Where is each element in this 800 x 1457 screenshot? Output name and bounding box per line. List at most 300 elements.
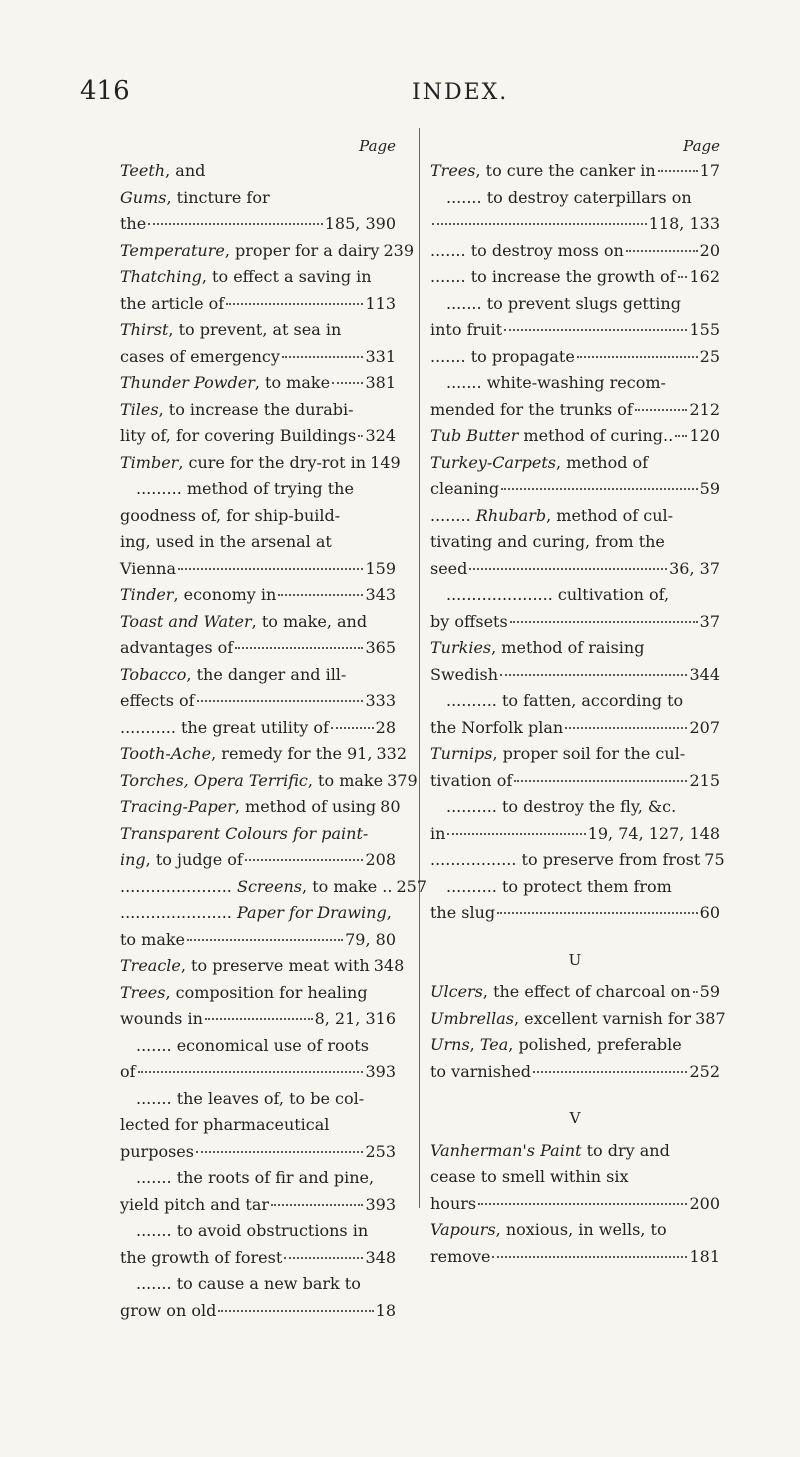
index-entry [120,1271,396,1324]
entry-text: ....... economical use of roots [136,1035,369,1055]
entry-text: , economy in [173,585,277,604]
entry-line [430,1164,720,1191]
page-reference: 239 [383,240,415,260]
entry-text-group [430,317,502,344]
page-reference: 393 [365,1194,396,1214]
entry-text: , to preserve meat with [180,956,370,975]
index-entry [120,980,396,1033]
entry-line [120,529,396,556]
entry-line [120,1218,396,1245]
entry-line [430,582,720,609]
entry-text-group [120,556,176,583]
entry-text: ....... to destroy caterpillars on [446,187,692,207]
page-reference: 348 [365,1247,396,1267]
dot-leader [492,1256,687,1258]
column-divider [419,128,420,1208]
page-reference: 75 [704,850,725,869]
page-reference: 379 [387,770,418,790]
entry-keyword: Trees [120,982,166,1002]
entry-text: into fruit [430,320,502,339]
entry-line-leader [120,344,396,371]
entry-text: , proper for a dairy [224,240,380,260]
right-column [430,134,726,1270]
dot-leader [331,727,374,729]
entry-text-group [120,450,366,477]
section-letter-v: V [569,1109,581,1127]
entry-keyword: Ulcers [430,982,483,1001]
entry-text-group [120,1192,269,1219]
entry-text-group [120,927,185,954]
entry-text-group [430,821,445,848]
dot-leader [504,329,687,331]
entry-text: , proper soil for the cul- [492,744,686,763]
entry-text: Vienna [120,558,177,578]
index-entry [120,1086,396,1166]
entry-line-leader [430,397,720,424]
entry-line [430,291,720,318]
dot-leader [197,700,364,702]
entry-text-group [120,635,233,662]
index-entry [120,370,396,397]
index-entry [430,423,720,450]
entry-text-group [120,291,224,318]
dot-leader [278,594,363,596]
index-entry [430,238,720,265]
entry-text: ing, used in the arsenal at [120,532,332,551]
entry-text: ...................... [120,876,237,896]
page-reference: 28 [375,717,396,737]
page-reference: 120 [689,426,720,445]
entry-keyword: Teeth [120,161,166,180]
entry-text: , method of using [234,797,377,816]
page-reference: 155 [689,320,720,339]
entry-text: of [120,1062,136,1081]
entry-line-leader [430,821,720,848]
entry-keyword: Toast and Water [120,611,252,631]
entry-text-group [430,397,633,424]
page-reference: 208 [365,850,396,869]
entry-text: , method of cul- [546,505,674,525]
entry-line-leader [430,158,720,185]
entry-text-group [120,370,330,397]
entry-text: yield pitch and tar [120,1194,269,1214]
entry-text-group [120,238,379,265]
entry-keyword: Tooth-Ache [120,744,212,763]
entry-text: , to make, and [251,611,368,631]
page-reference: 36, 37 [669,558,720,578]
dot-leader [478,1203,687,1205]
page-reference: 393 [365,1062,396,1081]
entry-text: ....... to destroy moss on [430,240,624,260]
entry-line [120,1271,396,1298]
entry-text: the [120,214,147,233]
page-reference: 17 [699,161,720,180]
entry-text: mended for the trunks of [430,399,633,419]
entry-text: seed [430,558,468,578]
entry-text-group [120,1139,194,1166]
entry-line [430,1032,720,1059]
entry-keyword: Tobacco [120,664,187,684]
entry-text: grow on old [120,1300,217,1320]
entry-line [120,503,396,530]
entry-text: ................. to preserve from frost [430,850,701,869]
entry-text-group [430,476,499,503]
entry-line-leader [120,450,401,477]
entry-line-leader [430,1191,720,1218]
entry-line-leader [120,582,396,609]
entry-text: the slug [430,903,496,922]
entry-text-group [120,874,392,901]
entry-text-group [120,794,376,821]
index-entry [120,741,407,768]
entry-line [120,609,396,636]
index-entry [430,847,725,874]
index-entry [120,450,401,477]
index-entry [430,370,720,423]
entry-line [430,741,720,768]
entry-text-group [430,715,563,742]
dot-leader [235,647,363,649]
dot-leader [565,727,687,729]
entry-line [430,503,720,530]
entry-text-group [430,1191,476,1218]
left-entries [120,158,428,1324]
column-head-page: Page [359,137,396,155]
entry-keyword: Vanherman's Paint [430,1140,582,1160]
entry-line-leader [430,423,720,450]
entry-text-group [120,847,243,874]
entry-text: , cure for the dry-rot in [178,452,367,472]
entry-line-leader [430,211,720,238]
entry-line-leader [430,476,720,503]
index-entry [120,264,396,317]
page-reference: 19, 74, 127, 148 [587,823,720,843]
dot-leader [187,939,343,941]
index-entry [430,185,720,238]
entry-text: by offsets [430,611,508,631]
entry-text: , composition for healing [165,982,368,1002]
page-reference: 149 [370,452,401,472]
entry-line-leader [120,370,396,397]
entry-text: , polished, preferable [508,1035,682,1054]
entry-text: ....... to avoid obstructions in [136,1221,369,1240]
entry-text: ......... method of trying the [136,479,354,498]
entry-text: , [469,1035,480,1054]
entry-text-group [430,609,508,636]
page-reference: 212 [689,399,720,419]
page-reference: 344 [689,664,720,684]
entry-text: , to make [254,373,331,392]
entry-line [430,185,720,212]
page-number: 416 [80,76,130,106]
page-reference: 113 [365,293,396,313]
entry-line-leader [430,1244,720,1271]
entry-keyword: Tinder [120,585,174,604]
entry-text: , to make [307,770,384,790]
dot-leader [148,223,323,225]
entry-text: goodness of, for ship-build- [120,505,341,525]
entry-line [120,397,396,424]
entry-text: the Norfolk plan [430,717,564,737]
dot-leader [245,859,364,861]
entry-keyword: Tea [479,1035,509,1054]
entry-line [120,821,396,848]
index-entry [120,953,405,980]
entry-line [120,1086,396,1113]
page-reference: 381 [365,373,396,392]
entry-text: ....... to propagate [430,346,575,366]
entry-text: ..................... cultivation of, [446,585,670,604]
index-entry [430,344,720,371]
page-reference: 162 [689,267,720,286]
index-entry [120,1165,396,1218]
index-entry [430,979,720,1006]
page-reference: 207 [689,717,720,737]
entry-text-group [430,238,624,265]
entry-text-group [430,1059,531,1086]
page-reference: 159 [365,558,396,578]
entry-line-leader [430,715,720,742]
entry-text: , to prevent, at sea in [168,320,342,339]
entry-text: purposes [120,1141,194,1161]
index-entry [120,476,396,582]
page-reference: 79, 80 [345,929,396,949]
index-entry [430,794,720,847]
entry-line [120,980,396,1007]
entry-text-group [120,582,276,609]
entry-text: cases of emergency [120,346,280,366]
entry-text: effects of [120,691,195,710]
dot-leader [332,382,363,384]
dot-leader [205,1018,313,1020]
dot-leader [196,1151,363,1153]
index-entry [120,1218,396,1271]
entry-line [430,529,720,556]
entry-text: tivation of [430,770,513,790]
entry-text-group [430,556,467,583]
entry-text: ........... the great utility of [120,717,329,737]
index-entry [120,900,396,953]
entry-text: ....... to cause a new bark to [136,1274,361,1293]
entry-text-group [430,1244,490,1271]
entry-text-group [120,1245,282,1272]
entry-text: lected for pharmaceutical [120,1115,330,1134]
entry-line-leader [430,238,720,265]
entry-text-group [120,715,329,742]
index-entry [430,741,720,794]
index-entry [430,503,720,583]
entry-keyword: Umbrellas [430,1008,514,1028]
entry-line-leader [120,847,396,874]
v-entries [430,1138,720,1271]
page-reference: 25 [699,346,720,366]
entry-line-leader [430,900,720,927]
index-entry [430,1032,720,1085]
dot-leader [626,250,698,252]
entry-text-group [120,423,356,450]
entry-line-leader [120,874,428,901]
entry-keyword: ing [120,850,146,869]
entry-line-leader [120,1245,396,1272]
entry-text-group [430,423,673,450]
entry-keyword: Turnips [430,744,493,763]
page-reference: 387 [695,1008,726,1028]
entry-text: tivating and curing, from the [430,532,665,551]
entry-line [120,317,396,344]
page-reference: 18 [375,1300,396,1320]
index-entry [120,317,396,370]
dot-leader [500,674,687,676]
entry-line-leader [120,1006,396,1033]
entry-line-leader [120,927,396,954]
dot-leader [469,568,667,570]
entry-text-group [430,900,495,927]
dot-leader [358,435,363,437]
right-entries [430,158,725,927]
entry-text: hours [430,1193,477,1213]
entry-text: in [430,823,446,843]
page-header [80,76,720,116]
entry-text: wounds in [120,1009,203,1028]
entry-keyword: Trees [430,161,476,180]
entry-line-leader [120,768,418,795]
entry-text: , method of raising [491,638,645,657]
entry-text: , excellent varnish for [514,1008,692,1028]
entry-text: advantages of [120,638,234,657]
entry-text: , to effect a saving in [201,267,372,286]
dot-leader [577,356,698,358]
entry-line-leader [430,662,720,689]
page-reference: 60 [699,903,720,922]
entry-text: ...................... [120,903,237,922]
column-head-page: Page [683,137,720,155]
entry-text: to varnished [430,1061,532,1081]
entry-keyword: Tracing-Paper [120,797,235,816]
entry-text-group [120,344,280,371]
dot-leader [226,303,363,305]
entry-keyword: Temperature [120,240,225,260]
dot-leader [432,223,647,225]
entry-line-leader [430,344,720,371]
entry-text: .......... to protect them from [446,876,672,896]
entry-text: , to cure the canker in [475,161,656,180]
index-entry [430,688,720,741]
entry-line-leader [430,317,720,344]
page-reference: 333 [365,691,396,710]
entry-keyword: Tub Butter [430,426,519,445]
index-entry [430,450,720,503]
page-reference: 324 [365,426,396,445]
entry-text: lity of, for covering Buildings [120,426,357,445]
index-entry [120,768,418,795]
entry-text: the growth of forest [120,1247,283,1267]
page-reference: 80 [380,797,401,816]
index-entry [120,821,396,874]
entry-text: ....... to increase the growth of [430,267,676,286]
entry-line [120,264,396,291]
index-entry [430,874,720,927]
page-reference: 343 [365,585,396,604]
index-entry [430,1006,726,1033]
entry-keyword: Rhubarb [475,505,547,525]
dot-leader [271,1204,363,1206]
entry-keyword: Paper for Drawing [236,903,387,922]
page-reference: 365 [365,638,396,657]
entry-text: , the danger and ill- [186,664,347,684]
entry-keyword: Torches, Opera Terrific [120,770,308,790]
entry-line [430,794,720,821]
entry-line [430,1138,720,1165]
dot-leader [282,356,364,358]
entry-keyword: Timber [120,452,179,472]
entry-line-leader [120,556,396,583]
entry-line [120,185,396,212]
entry-text-group [120,1006,203,1033]
dot-leader [447,833,585,835]
index-entry [120,662,396,715]
page-reference: 59 [699,479,720,498]
entry-line [120,476,396,503]
entry-keyword: Tiles [120,399,159,419]
entry-text: , method of [556,452,649,472]
entry-text: , noxious, in wells, to [495,1220,667,1239]
entry-text-group [430,158,656,185]
page-reference: 348 [373,956,405,975]
entry-line [120,158,396,185]
page-reference: 331 [365,346,396,366]
entry-line [120,1033,396,1060]
entry-text: cease to smell within six [430,1167,629,1186]
index-entry [430,291,720,344]
entry-text: method of curing.. [518,426,674,445]
page-reference: 118, 133 [648,214,720,233]
dot-leader [501,488,698,490]
page-reference: 252 [689,1061,720,1081]
entry-text: , to increase the durabi- [158,399,354,419]
entry-line-leader [120,794,401,821]
entry-text-group [120,211,146,238]
entry-text: to make [120,929,186,949]
entry-line-leader [120,1192,396,1219]
page-reference: 185, 390 [324,214,396,233]
entry-text: remove [430,1246,491,1266]
entry-line-leader [120,688,396,715]
index-entry [430,264,720,291]
entry-line-leader [120,211,396,238]
entry-keyword: Turkey-Carpets [430,452,557,472]
page-reference: 200 [689,1193,720,1213]
dot-leader [510,621,698,623]
index-entry [120,609,396,662]
entry-keyword: Treacle [120,956,181,975]
page-reference: 332 [376,744,407,763]
entry-keyword: Urns [430,1035,470,1054]
entry-line-leader [120,635,396,662]
page-reference: 37 [699,611,720,631]
entry-line [120,662,396,689]
entry-text-group [120,1298,216,1325]
page-title: INDEX. [412,80,509,105]
index-entry [120,874,428,901]
index-entry [430,158,720,185]
entry-line-leader [430,264,720,291]
entry-text-group [430,1006,691,1033]
entry-text: , [386,903,392,922]
entry-text-group [120,688,195,715]
entry-keyword: Turkies [430,638,492,657]
entry-keyword: Thirst [120,320,169,339]
entry-line-leader [430,609,720,636]
